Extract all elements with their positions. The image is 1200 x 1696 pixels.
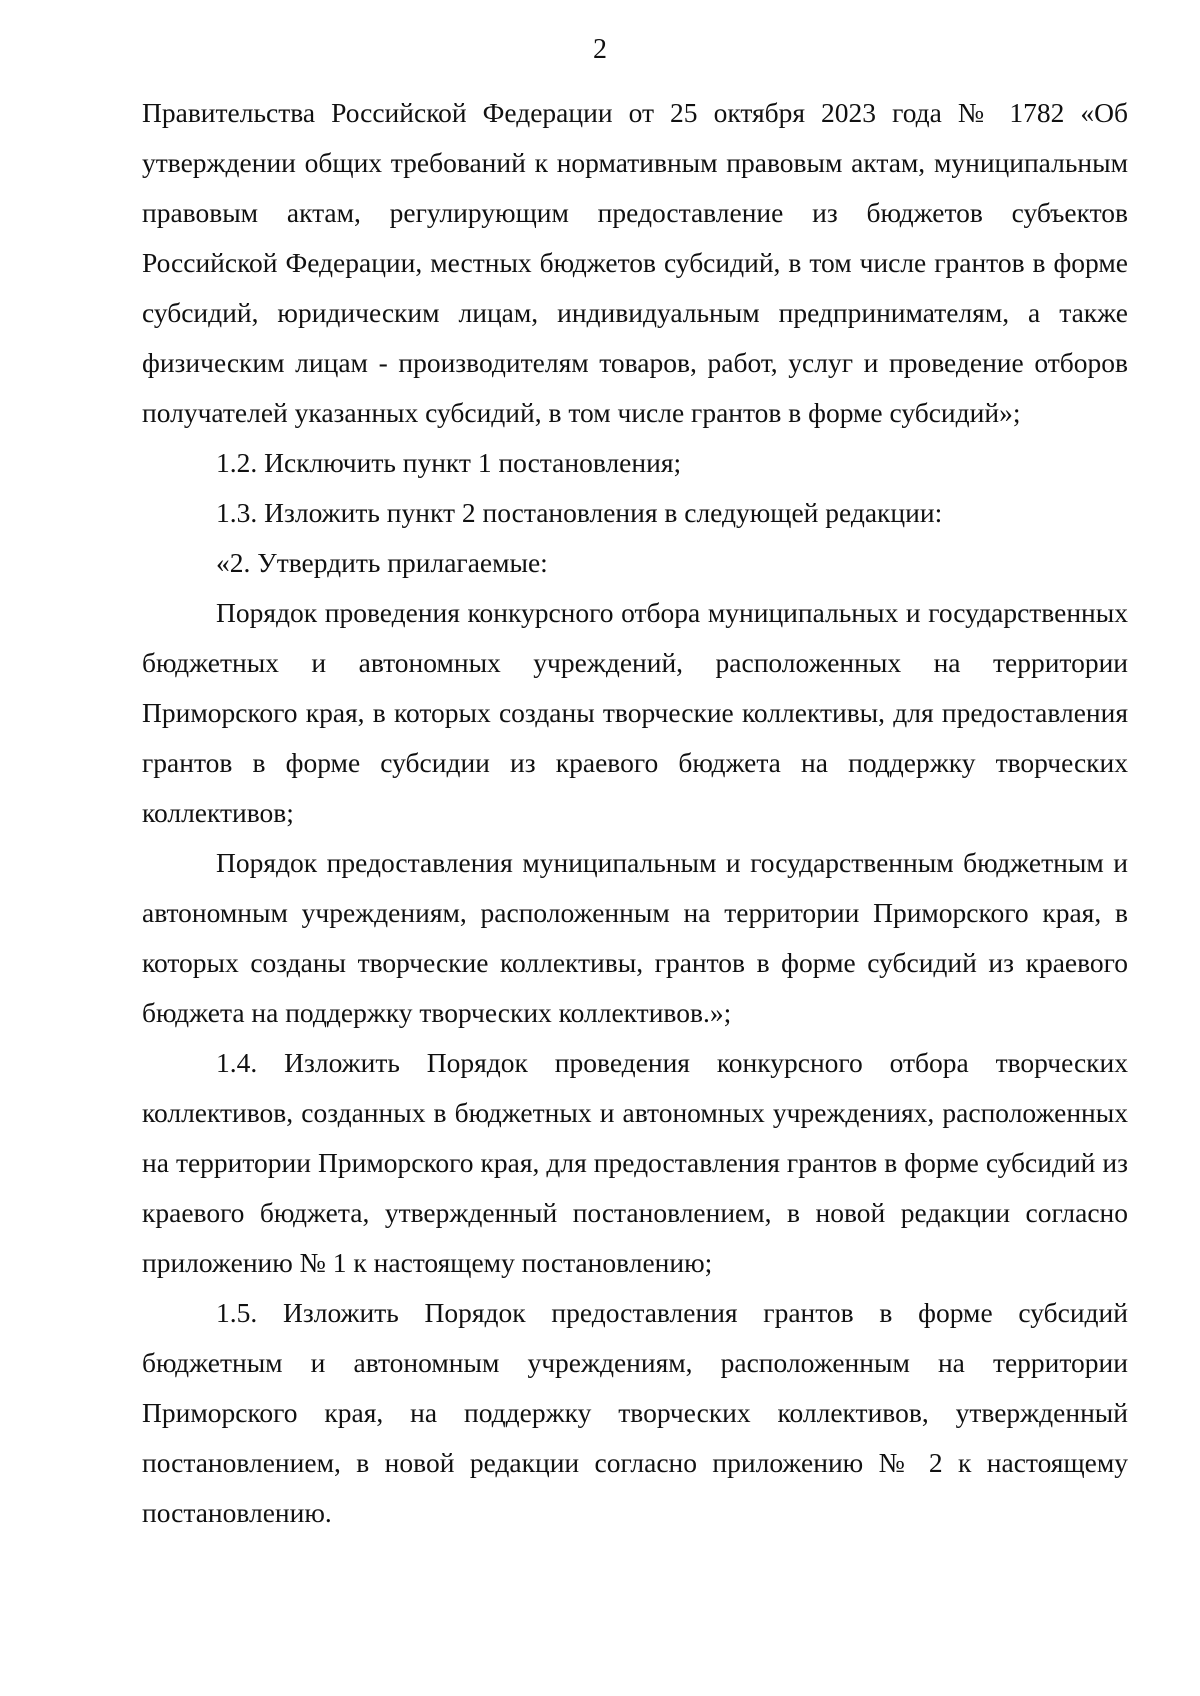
paragraph-item-1-4: 1.4. Изложить Порядок проведения конкурсного отбора творческих коллективов, созданных в бюджетных и автономных учреждениях, расположенных на территории Приморского края, для предоставления грантов в форме субсидий из краевого бюджета, утвержденный постановлением, в новой редакции согласно приложению № 1 к настоящему постановлению; [142,1047,1128,1278]
paragraph-item-1-5: 1.5. Изложить Порядок предоставления грантов в форме субсидий бюджетным и автономным учреждениям, расположенным на территории Приморского края, на поддержку творческих коллективов, утвержденный постановлением, в новой редакции согласно приложению № 2 к настоящему постановлению. [142,1297,1128,1528]
paragraph-item-1-2: 1.2. Исключить пункт 1 постановления; [216,447,682,478]
paragraph-item-1-3: 1.3. Изложить пункт 2 постановления в следующей редакции: [216,497,943,528]
document-body [142,88,1128,1538]
page-number: 2 [593,34,607,65]
paragraph-procedure-grants: Порядок предоставления муниципальным и государственным бюджетным и автономным учреждениям, расположенным на территории Приморского края, в которых созданы творческие коллективы, грантов в форме субсидий из краевого бюджета на поддержку творческих коллективов.»; [142,847,1128,1028]
paragraph-procedure-selection: Порядок проведения конкурсного отбора муниципальных и государственных бюджетных и автономных учреждений, расположенных на территории Приморского края, в которых созданы творческие коллективы, для предоставления грантов в форме субсидии из краевого бюджета на поддержку творческих коллективов; [142,597,1128,828]
paragraph-continuation: Правительства Российской Федерации от 25 октября 2023 года № 1782 «Об утверждении общих требований к нормативным правовым актам, муниципальным правовым актам, регулирующим предоставление из бюджетов субъектов Российской Федерации, местных бюджетов субсидий, в том числе грантов в форме субсидий, юридическим лицам, индивидуальным предпринимателям, а также физическим лицам - производителям товаров, работ, услуг и проведение отборов получателей указанных субсидий, в том числе грантов в форме субсидий»; [142,97,1128,428]
paragraph-approve-intro: «2. Утвердить прилагаемые: [216,547,548,578]
